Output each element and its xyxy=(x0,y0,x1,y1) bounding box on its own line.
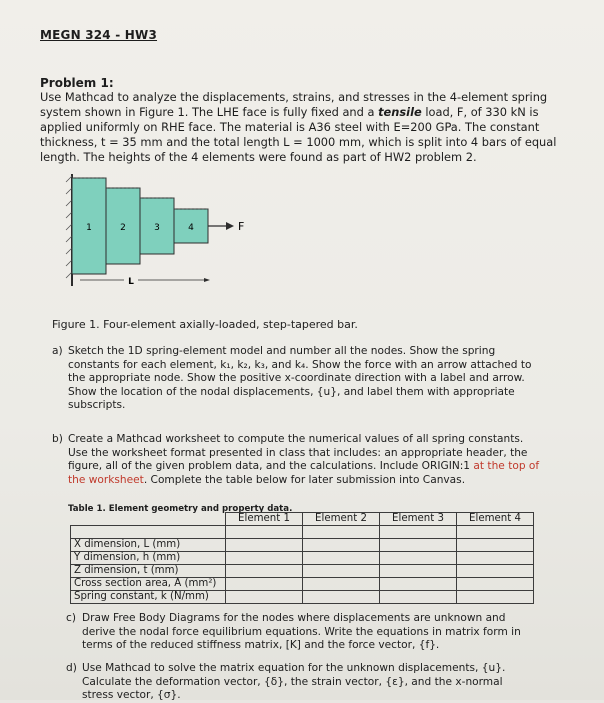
part-b: b) Create a Mathcad worksheet to compute the numerical values of all spring constants. Use the worksheet format presented in class that includes: an appropriate header, the figure, all of the given problem data, and the calculations. Include ORIGIN:1 at the top of the worksheet. Complete the table below for later submission into Canvas. xyxy=(52,433,540,486)
table-row: Spring constant, k (N/mm) xyxy=(71,591,534,604)
red-note: at the top of the worksheet xyxy=(68,460,540,486)
tensile-emphasis: tensile xyxy=(378,105,422,119)
table-row: X dimension, L (mm) xyxy=(71,539,534,552)
force-arrowhead xyxy=(226,222,234,230)
table-header-row xyxy=(71,513,534,526)
table-row: Y dimension, h (mm) xyxy=(71,552,534,565)
part-c: c) Draw Free Body Diagrams for the nodes where displacements are unknown and derive the nodal force equilibrium equations. Write the equations in matrix form in terms of the reduced stiffness matrix, [K] and the force vector, {f}. xyxy=(66,612,521,651)
element-label-4: 4 xyxy=(188,223,194,233)
figure-step-tapered-bar xyxy=(60,168,260,298)
figure-caption: Figure 1. Four-element axially-loaded, step-tapered bar. xyxy=(52,318,358,331)
problem-title: Problem 1: xyxy=(40,76,114,90)
part-d: d) Use Mathcad to solve the matrix equation for the unknown displacements, {u}. Calculate the deformation vector, {δ}, the strain vector, {ε}, and the x-normal stress vector, {σ}. xyxy=(66,662,506,701)
table-row: Z dimension, t (mm) xyxy=(71,565,534,578)
table-title: Table 1. Element geometry and property data. xyxy=(68,504,293,514)
element-label-2: 2 xyxy=(120,223,126,233)
header-element-1: Element 1 xyxy=(226,513,303,526)
length-arrowhead xyxy=(204,278,210,282)
element-label-3: 3 xyxy=(154,223,160,233)
part-a: a) Sketch the 1D spring-element model and number all the nodes. Show the spring constants for each element, k₁, k₂, k₃, and k₄. Show the force with an arrow attached to the appropriate node. Show the positive x-coordinate direction with a label and arrow. Show the location of the nodal displacements, {u}, and label them with appropriate subscripts. xyxy=(52,345,532,411)
problem-statement: Use Mathcad to analyze the displacements, strains, and stresses in the 4-element spring system shown in Figure 1. The LHE face is fully fixed and a tensile load, F, of 330 kN is applied uniformly on RHE face. The material is A36 steel with E=200 GPa. The constant thickness, t = 35 mm and the total length L = 1000 mm, which is split into 4 bars of equal length. The heights of the 4 elements were found as part of HW2 problem 2. xyxy=(40,90,557,164)
header-element-3: Element 3 xyxy=(380,513,457,526)
course-title: MEGN 324 - HW3 xyxy=(40,28,158,42)
length-label: L xyxy=(128,277,134,287)
element-label-1: 1 xyxy=(86,223,92,233)
header-element-4: Element 4 xyxy=(457,513,534,526)
force-label: F xyxy=(238,220,245,233)
table-row: Cross section area, A (mm²) xyxy=(71,578,534,591)
header-element-2: Element 2 xyxy=(303,513,380,526)
element-property-table xyxy=(70,512,534,604)
